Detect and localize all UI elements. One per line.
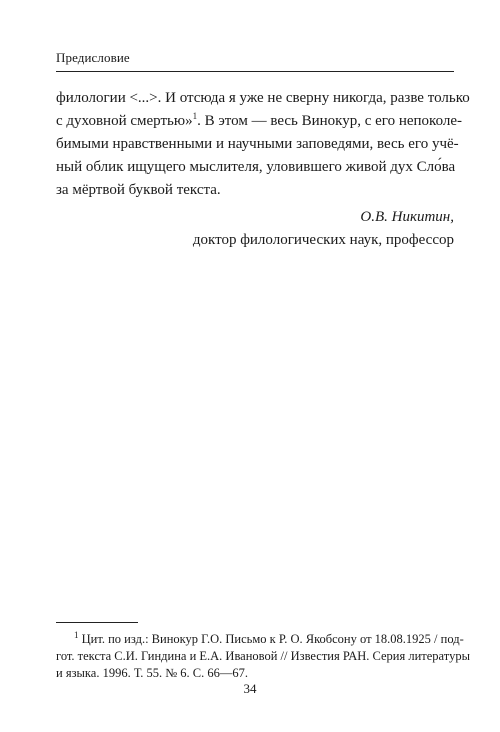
body-line (56, 110, 463, 133)
header-rule (56, 71, 454, 72)
footnote-rule (56, 622, 138, 623)
footnote-line: и языка. 1996. Т. 55. № 6. С. 66—67. (56, 666, 248, 680)
body-paragraph (56, 87, 470, 202)
signature-title: доктор филологических наук, профессор (192, 232, 454, 248)
body-text-fragment: с духовной смертью» (56, 113, 193, 129)
body-text-fragment: . В этом — весь Винокур, с его непоколе- (197, 113, 463, 129)
body-line: бимыми нравственными и научными заповедями, весь его учё- (56, 136, 459, 152)
body-line: за мёртвой буквой текста. (56, 182, 221, 198)
body-line: филологии <...>. И отсюда я уже не сверну никогда, разве только (56, 90, 470, 106)
signature-name: О.В. Никитин, (360, 209, 454, 225)
page-number: 34 (243, 681, 257, 696)
footnote-line (56, 629, 464, 648)
footnote-reference: 1 (192, 111, 198, 121)
body-line: ный облик ищущего мыслителя, уловившего живой дух Сло́ва (56, 159, 456, 175)
footnote-text: Цит. по изд.: Винокур Г.О. Письмо к Р. О. Якобсону от 18.08.1925 / под- (81, 632, 464, 646)
footnote-line: гот. текста С.И. Гиндина и Е.А. Ивановой // Известия РАН. Серия литературы (56, 649, 470, 663)
footnote (56, 629, 470, 682)
running-head: Предисловие (56, 50, 130, 65)
footnote-marker: 1 (74, 629, 79, 640)
